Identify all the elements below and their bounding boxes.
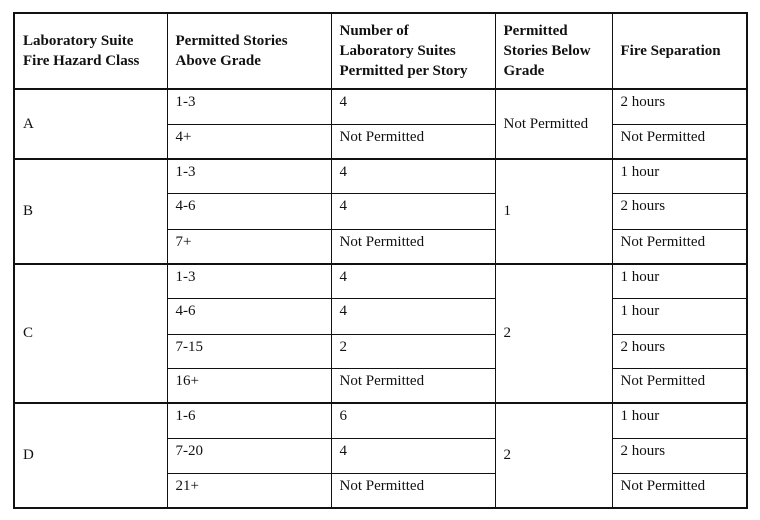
stories-above-cell: 7-20 bbox=[167, 439, 331, 474]
group-c bbox=[14, 264, 747, 403]
suites-per-story-cell: 4 bbox=[331, 298, 495, 334]
fire-separation-cell: Not Permitted bbox=[612, 473, 747, 508]
table-row bbox=[14, 89, 747, 125]
stories-above-cell: 7+ bbox=[167, 229, 331, 264]
table-row bbox=[14, 403, 747, 439]
stories-above-cell: 1-3 bbox=[167, 89, 331, 125]
stories-above-cell: 4+ bbox=[167, 125, 331, 160]
stories-above-cell: 7-15 bbox=[167, 334, 331, 369]
stories-above-cell: 16+ bbox=[167, 369, 331, 404]
group-d bbox=[14, 403, 747, 508]
suites-per-story-cell: Not Permitted bbox=[331, 125, 495, 160]
suites-per-story-cell: 4 bbox=[331, 159, 495, 194]
fire-separation-cell: 2 hours bbox=[612, 334, 747, 369]
suites-per-story-cell: 6 bbox=[331, 403, 495, 439]
stories-above-cell: 1-3 bbox=[167, 159, 331, 194]
stories-below-cell: 2 bbox=[495, 403, 612, 508]
suites-per-story-cell: Not Permitted bbox=[331, 369, 495, 404]
hazard-class-cell: D bbox=[14, 403, 167, 508]
stories-above-cell: 21+ bbox=[167, 473, 331, 508]
suites-per-story-cell: 4 bbox=[331, 194, 495, 230]
suites-per-story-cell: Not Permitted bbox=[331, 229, 495, 264]
header-hazard-class: Laboratory Suite Fire Hazard Class bbox=[14, 13, 167, 89]
hazard-class-cell: A bbox=[14, 89, 167, 159]
fire-separation-cell: 1 hour bbox=[612, 403, 747, 439]
table-row bbox=[14, 159, 747, 194]
fire-separation-cell: 1 hour bbox=[612, 159, 747, 194]
fire-separation-cell: 2 hours bbox=[612, 194, 747, 230]
stories-above-cell: 1-6 bbox=[167, 403, 331, 439]
hazard-class-cell: C bbox=[14, 264, 167, 403]
hazard-class-cell: B bbox=[14, 159, 167, 264]
fire-separation-cell: 1 hour bbox=[612, 264, 747, 299]
fire-separation-cell: 2 hours bbox=[612, 89, 747, 125]
fire-separation-cell: 2 hours bbox=[612, 439, 747, 474]
header-row bbox=[14, 13, 747, 89]
fire-separation-cell: 1 hour bbox=[612, 298, 747, 334]
header-stories-above-grade: Permitted Stories Above Grade bbox=[167, 13, 331, 89]
table-row bbox=[14, 264, 747, 299]
suites-per-story-cell: 4 bbox=[331, 439, 495, 474]
header-suites-per-story: Number of Laboratory Suites Permitted per Story bbox=[331, 13, 495, 89]
fire-separation-cell: Not Permitted bbox=[612, 125, 747, 160]
suites-per-story-cell: Not Permitted bbox=[331, 473, 495, 508]
suites-per-story-cell: 4 bbox=[331, 89, 495, 125]
stories-below-cell: 1 bbox=[495, 159, 612, 264]
stories-below-cell: 2 bbox=[495, 264, 612, 403]
stories-above-cell: 4-6 bbox=[167, 194, 331, 230]
suites-per-story-cell: 2 bbox=[331, 334, 495, 369]
table-header bbox=[14, 13, 747, 89]
fire-separation-cell: Not Permitted bbox=[612, 229, 747, 264]
header-stories-below-grade: Permitted Stories Below Grade bbox=[495, 13, 612, 89]
suites-per-story-cell: 4 bbox=[331, 264, 495, 299]
fire-hazard-table bbox=[13, 12, 748, 509]
group-b bbox=[14, 159, 747, 264]
stories-above-cell: 1-3 bbox=[167, 264, 331, 299]
fire-separation-cell: Not Permitted bbox=[612, 369, 747, 404]
group-a bbox=[14, 89, 747, 159]
stories-above-cell: 4-6 bbox=[167, 298, 331, 334]
header-fire-separation: Fire Separation bbox=[612, 13, 747, 89]
stories-below-cell: Not Permitted bbox=[495, 89, 612, 159]
